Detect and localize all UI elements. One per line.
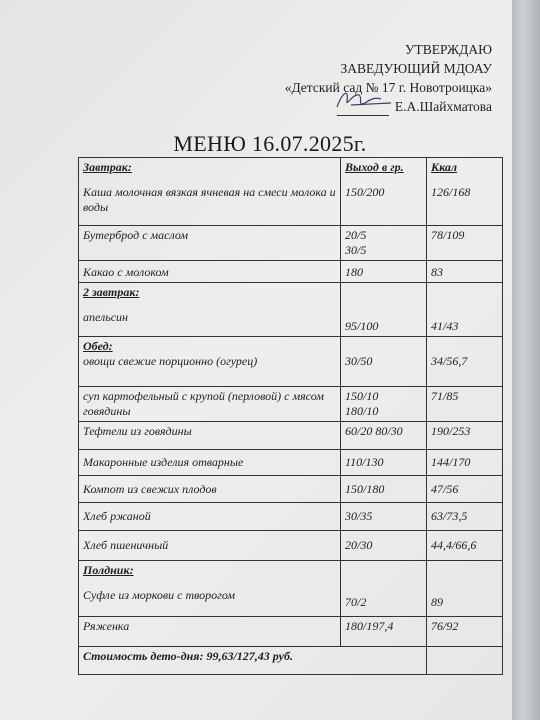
- menu-table: [78, 157, 503, 675]
- table-row: [79, 561, 503, 617]
- signer-name: Е.А.Шайхматова: [394, 99, 492, 114]
- dish-cell: [79, 503, 341, 531]
- kcal-cell: [427, 503, 503, 531]
- yield-value: 20/5: [345, 228, 367, 242]
- kcal-value: 41/43: [431, 319, 459, 333]
- kcal-value: 34/56,7: [431, 354, 468, 368]
- dish-cell: [79, 261, 341, 283]
- yield-value: 30/50: [345, 354, 373, 368]
- table-row: [79, 283, 503, 337]
- dish-cell: [79, 531, 341, 561]
- kcal-cell: [427, 476, 503, 503]
- cost-cell: [79, 647, 427, 675]
- dish-name: Ряженка: [83, 619, 130, 633]
- yield-cell: [341, 476, 427, 503]
- yield-value: 95/100: [345, 319, 379, 333]
- kcal-value: 89: [431, 595, 443, 609]
- meal-header: Обед:: [83, 339, 113, 353]
- yield-value: 70/2: [345, 595, 367, 609]
- yield-value: 110/130: [345, 455, 384, 469]
- kcal-cell: [427, 387, 503, 422]
- empty-cell: [427, 647, 503, 675]
- kcal-value: 126/168: [431, 185, 471, 199]
- table-row: [79, 503, 503, 531]
- meal-header: Полдник:: [83, 563, 134, 577]
- dish-cell: [79, 226, 341, 261]
- kcal-value: 83: [431, 265, 443, 279]
- kcal-cell: [427, 337, 503, 387]
- approval-line-1: УТВЕРЖДАЮ: [404, 42, 492, 57]
- dish-name: Хлеб ржаной: [83, 509, 151, 523]
- kcal-cell: [427, 158, 503, 226]
- dish-cell: [79, 337, 341, 387]
- kcal-value: 63/73,5: [431, 509, 468, 523]
- yield-cell: [341, 226, 427, 261]
- kcal-value: 71/85: [431, 389, 459, 403]
- kcal-cell: [427, 450, 503, 476]
- kcal-value: 47/56: [431, 481, 459, 496]
- approval-line-2: ЗАВЕДУЮЩИЙ МДОАУ: [340, 61, 492, 76]
- yield-cell: [341, 387, 427, 422]
- table-row: [79, 226, 503, 261]
- yield-cell: [341, 283, 427, 337]
- yield-cell: [341, 450, 427, 476]
- dish-name: Какао с молоком: [83, 265, 169, 279]
- dish-name: Суфле из моркови с творогом: [83, 588, 236, 602]
- dish-cell: [79, 158, 341, 226]
- yield-cell: [341, 261, 427, 283]
- kcal-cell: [427, 531, 503, 561]
- dish-name: Бутерброд с маслом: [83, 228, 189, 242]
- yield-cell: [341, 503, 427, 531]
- yield-value: 180/10: [345, 404, 379, 418]
- yield-value: 30/35: [345, 509, 373, 523]
- yield-value: 150/10: [345, 389, 379, 403]
- cost-text: Стоимость дето-дня: 99,63/127,43 руб.: [83, 649, 293, 663]
- dish-cell: [79, 450, 341, 476]
- dish-cell: [79, 561, 341, 617]
- dish-name: овощи свежие порционно (огурец): [83, 354, 258, 368]
- table-row: [79, 387, 503, 422]
- yield-cell: [341, 561, 427, 617]
- yield-cell: [341, 422, 427, 450]
- approval-block: [232, 40, 492, 116]
- yield-header: Выход в гр.: [345, 160, 404, 174]
- dish-cell: [79, 476, 341, 503]
- table-row: [79, 476, 503, 503]
- table-row: [79, 531, 503, 561]
- table-row: [79, 450, 503, 476]
- yield-cell: [341, 158, 427, 226]
- table-row: [79, 261, 503, 283]
- table-row: [79, 337, 503, 387]
- yield-value: 180: [345, 265, 363, 279]
- yield-value: 60/20 80/30: [345, 424, 403, 438]
- approval-line-3: «Детский сад № 17 г. Новотроицка»: [284, 80, 492, 95]
- kcal-value: 190/253: [431, 424, 471, 438]
- kcal-value: 144/170: [431, 455, 471, 469]
- kcal-value: 44,4/66,6: [431, 538, 477, 552]
- yield-cell: [341, 617, 427, 647]
- kcal-cell: [427, 226, 503, 261]
- meal-header: 2 завтрак:: [83, 285, 140, 299]
- yield-cell: [341, 531, 427, 561]
- window-frame: [512, 0, 540, 720]
- dish-name: апельсин: [83, 310, 128, 324]
- dish-cell: [79, 422, 341, 450]
- dish-cell: [79, 387, 341, 422]
- page-title: МЕНЮ 16.07.2025г.: [173, 131, 367, 156]
- signature-line: [337, 101, 389, 116]
- dish-name: Тефтели из говядины: [83, 424, 192, 438]
- kcal-value: 78/109: [431, 228, 465, 242]
- table-row: [79, 647, 503, 675]
- table-row: [79, 617, 503, 647]
- dish-name: Компот из свежих плодов: [83, 481, 217, 496]
- dish-name: Макаронные изделия отварные: [83, 455, 244, 469]
- kcal-value: 76/92: [431, 619, 459, 633]
- table-row: [79, 158, 503, 226]
- yield-value: 180/197,4: [345, 619, 394, 633]
- meal-header: Завтрак:: [83, 160, 132, 174]
- dish-name: Хлеб пшеничный: [83, 538, 169, 552]
- dish-name: суп картофельный с крупой (перловой) с мясом говядины: [83, 389, 324, 418]
- kcal-header: Ккал: [431, 160, 458, 174]
- dish-cell: [79, 283, 341, 337]
- kcal-cell: [427, 283, 503, 337]
- yield-value: 30/5: [345, 243, 367, 257]
- table-row: [79, 422, 503, 450]
- signature-icon: [331, 87, 401, 113]
- yield-value: 150/180: [345, 481, 385, 496]
- dish-name: Каша молочная вязкая ячневая на смеси молока и воды: [83, 185, 336, 214]
- kcal-cell: [427, 561, 503, 617]
- yield-value: 150/200: [345, 185, 385, 199]
- yield-value: 20/30: [345, 538, 373, 552]
- kcal-cell: [427, 261, 503, 283]
- yield-cell: [341, 337, 427, 387]
- kcal-cell: [427, 617, 503, 647]
- signature-row: [232, 97, 492, 116]
- dish-cell: [79, 617, 341, 647]
- kcal-cell: [427, 422, 503, 450]
